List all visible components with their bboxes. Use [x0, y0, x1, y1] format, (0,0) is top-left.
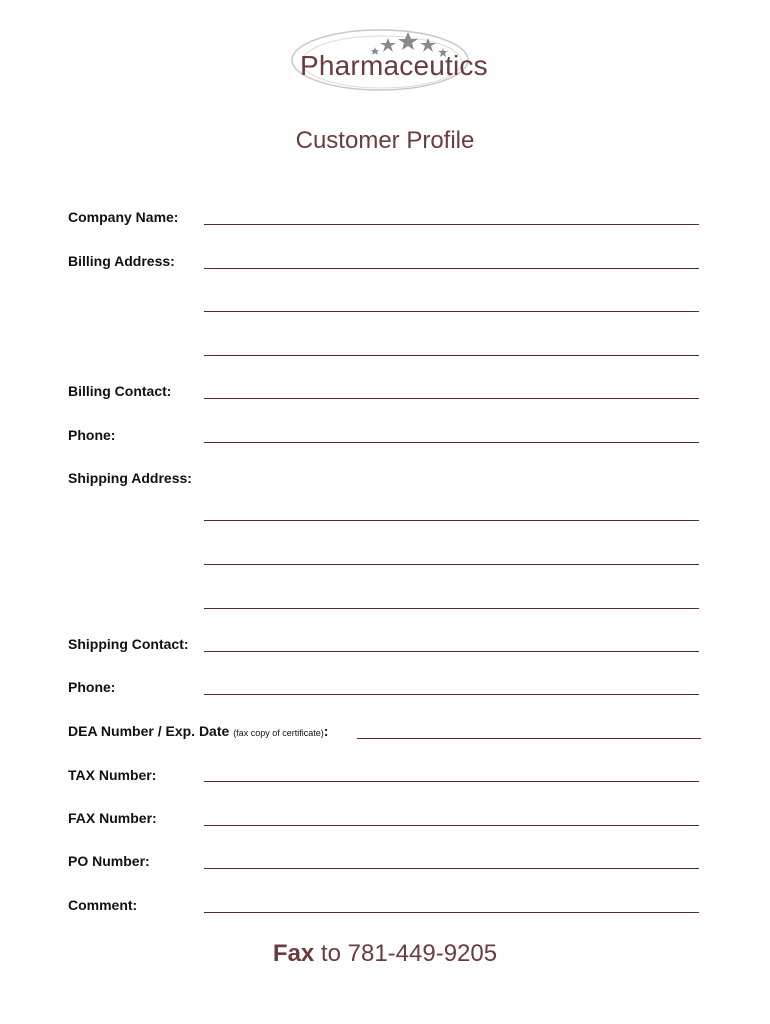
shipping-address-field-2[interactable]: [204, 564, 699, 565]
company-name-field[interactable]: [204, 224, 699, 225]
po-number-field[interactable]: [204, 868, 699, 869]
billing-phone-field[interactable]: [204, 442, 699, 443]
po-number-label: PO Number:: [68, 853, 150, 869]
billing-address-field-2[interactable]: [204, 311, 699, 312]
tax-number-field[interactable]: [204, 781, 699, 782]
comment-field[interactable]: [204, 912, 699, 913]
dea-note: (fax copy of certificate): [233, 728, 324, 738]
shipping-address-field-1[interactable]: [204, 520, 699, 521]
billing-address-label: Billing Address:: [68, 253, 175, 269]
star-icon: [398, 32, 418, 50]
comment-label: Comment:: [68, 897, 138, 913]
shipping-phone-label: Phone:: [68, 679, 116, 695]
shipping-contact-field[interactable]: [204, 651, 699, 652]
page-title: Customer Profile: [295, 127, 475, 154]
logo-brand: Pharmaceutics: [300, 50, 488, 81]
fax-number-label: FAX Number:: [68, 810, 157, 826]
billing-phone-label: Phone:: [68, 427, 116, 443]
fax-number-field[interactable]: [204, 825, 699, 826]
fax-word: Fax: [272, 940, 315, 967]
company-name-label: Company Name:: [68, 209, 179, 225]
dea-label-text: DEA Number / Exp. Date: [68, 723, 230, 739]
shipping-phone-field[interactable]: [204, 694, 699, 695]
dea-label: [68, 723, 328, 739]
fax-footer: [0, 940, 770, 968]
shipping-address-label: Shipping Address:: [68, 470, 192, 486]
billing-address-field-3[interactable]: [204, 355, 699, 356]
dea-colon: :: [323, 723, 329, 739]
dea-field[interactable]: [357, 738, 701, 739]
billing-contact-label: Billing Contact:: [68, 383, 172, 399]
billing-contact-field[interactable]: [204, 398, 699, 399]
shipping-contact-label: Shipping Contact:: [68, 636, 189, 652]
tax-number-label: TAX Number:: [68, 767, 157, 783]
fax-number-text: to 781-449-9205: [314, 940, 498, 967]
billing-address-field-1[interactable]: [204, 268, 699, 269]
shipping-address-field-3[interactable]: [204, 608, 699, 609]
